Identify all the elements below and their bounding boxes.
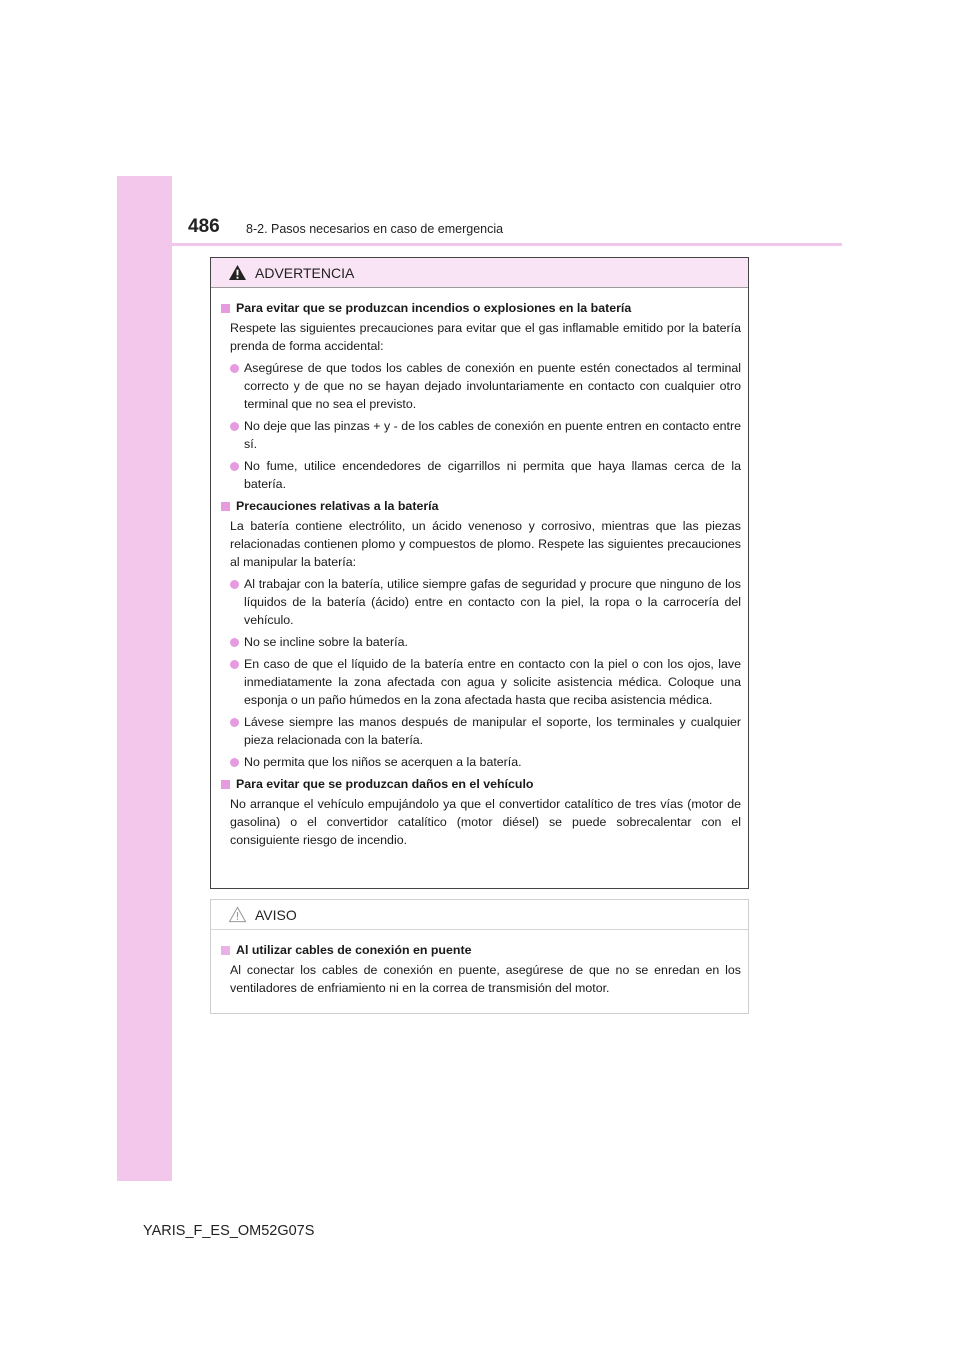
square-bullet-icon [221, 780, 230, 789]
caution-triangle-outline-icon [228, 906, 247, 923]
square-bullet-icon [221, 946, 230, 955]
list-item: Al trabajar con la batería, utilice siempre gafas de seguridad y procure que ninguno de los líquidos de la batería (ácido) entre en contacto con la piel, la ropa o la carrocería del vehículo. [219, 575, 741, 629]
circle-bullet-icon [230, 718, 239, 727]
circle-bullet-icon [230, 422, 239, 431]
circle-bullet-icon [230, 364, 239, 373]
notice-title: AVISO [255, 906, 297, 923]
circle-bullet-icon [230, 758, 239, 767]
paragraph: La batería contiene electrólito, un ácido venenoso y corrosivo, mientras que las piezas relacionadas contienen plomo y compuestos de plomo. Respete las siguientes precauciones al manipular la batería: [230, 519, 741, 569]
circle-bullet-icon [230, 660, 239, 669]
list-item: Asegúrese de que todos los cables de conexión en puente estén conectados al terminal correcto y de que no se hayan dejado involuntariamente en contacto con cualquier otro terminal que no sea el previsto. [219, 359, 741, 413]
paragraph: No arranque el vehículo empujándolo ya que el convertidor catalítico de tres vías (motor de gasolina) o el convertidor catalítico (motor diésel) se puede sobrecalentar con el consiguiente riesgo de incendio. [230, 797, 741, 847]
section-heading: Al utilizar cables de conexión en puente [219, 941, 741, 959]
square-bullet-icon [221, 502, 230, 511]
list-item: En caso de que el líquido de la batería entre en contacto con la piel o con los ojos, lave inmediatamente la zona afectada con agua y solicite asistencia médica. Coloque una esponja o un paño húmedos en la zona afectada hasta que reciba asistencia médica. [219, 655, 741, 709]
warning-title: ADVERTENCIA [255, 264, 355, 281]
section-heading: Precauciones relativas a la batería [219, 497, 741, 515]
list-item: No deje que las pinzas + y - de los cables de conexión en puente entren en contacto entre sí. [219, 417, 741, 453]
circle-bullet-icon [230, 638, 239, 647]
warning-box [210, 257, 749, 889]
warning-body [211, 288, 748, 849]
square-bullet-icon [221, 304, 230, 313]
list-item: No permita que los niños se acerquen a la batería. [219, 753, 741, 771]
header-rule [172, 243, 842, 246]
notice-box [210, 899, 749, 1014]
section-title: 8-2. Pasos necesarios en caso de emergencia [246, 222, 504, 236]
warning-header [211, 258, 748, 288]
warning-triangle-icon [228, 264, 247, 281]
paragraph: Respete las siguientes precauciones para evitar que el gas inflamable emitido por la batería prenda de forma accidental: [230, 321, 741, 353]
section-heading: Para evitar que se produzcan daños en el vehículo [219, 775, 741, 793]
circle-bullet-icon [230, 580, 239, 589]
notice-header [211, 900, 748, 930]
circle-bullet-icon [230, 462, 239, 471]
list-item: No se incline sobre la batería. [219, 633, 741, 651]
page-number: 486 [188, 216, 220, 237]
list-item: Lávese siempre las manos después de manipular el soporte, los terminales y cualquier pieza relacionada con la batería. [219, 713, 741, 749]
list-item: No fume, utilice encendedores de cigarrillos ni permita que haya llamas cerca de la batería. [219, 457, 741, 493]
section-heading: Para evitar que se produzcan incendios o explosiones en la batería [219, 299, 741, 317]
side-tab-strip [117, 176, 172, 1181]
footer-code: YARIS_F_ES_OM52G07S [143, 1223, 315, 1239]
paragraph: Al conectar los cables de conexión en puente, asegúrese de que no se enredan en los ventiladores de enfriamiento ni en la correa de transmisión del motor. [230, 963, 741, 995]
notice-body [211, 930, 748, 997]
